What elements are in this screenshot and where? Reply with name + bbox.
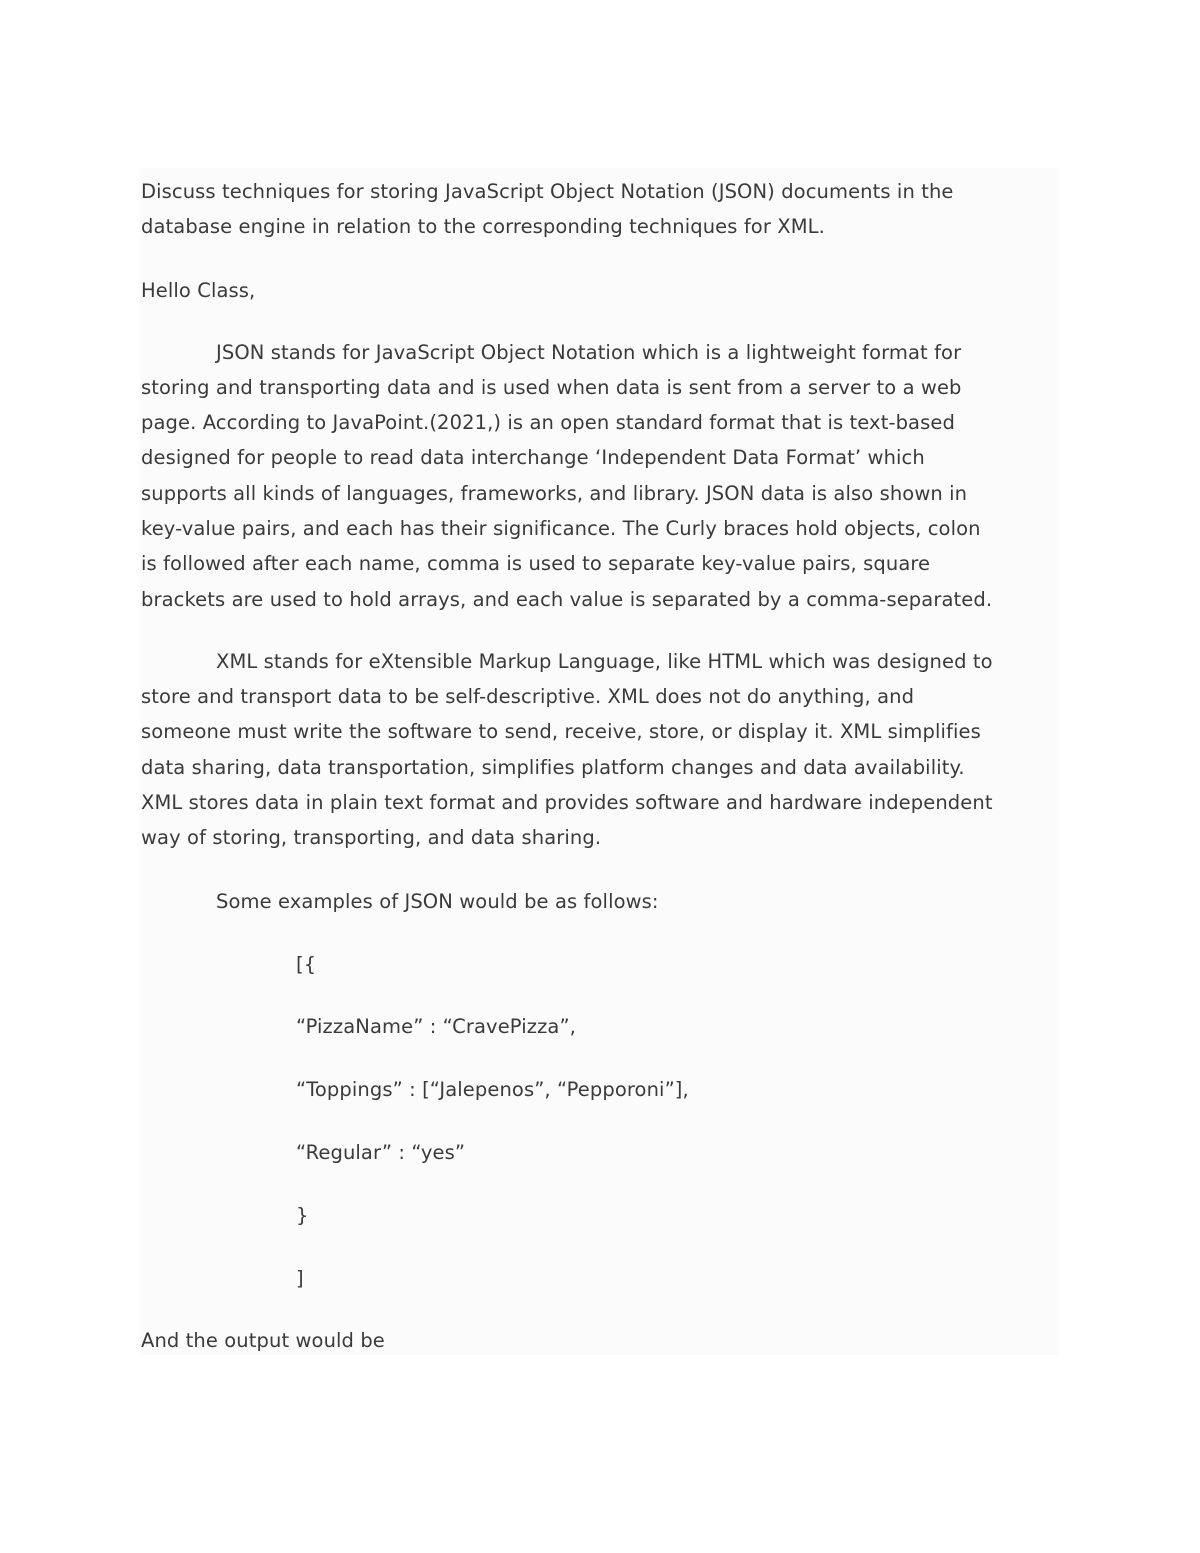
question-line: database engine in relation to the corresponding techniques for XML. <box>141 215 825 238</box>
json-paragraph-line: JSON stands for JavaScript Object Notation which is a lightweight format for <box>216 341 962 364</box>
xml-paragraph-line: XML stands for eXtensible Markup Language, like HTML which was designed to <box>216 650 993 673</box>
code-line: ] <box>296 1267 304 1290</box>
xml-paragraph-line: data sharing, data transportation, simplifies platform changes and data availability. <box>141 756 965 779</box>
json-paragraph-line: is followed after each name, comma is used to separate key-value pairs, square <box>141 552 931 575</box>
json-paragraph-line: designed for people to read data interchange ‘Independent Data Format’ which <box>141 446 925 469</box>
json-paragraph-line: key-value pairs, and each has their significance. The Curly braces hold objects, colon <box>141 517 981 540</box>
examples-intro: Some examples of JSON would be as follows: <box>216 890 659 913</box>
xml-paragraph-line: someone must write the software to send, receive, store, or display it. XML simplifies <box>141 720 981 743</box>
closing-line: And the output would be <box>141 1329 385 1352</box>
json-paragraph-line: storing and transporting data and is used when data is sent from a server to a web <box>141 376 962 399</box>
xml-paragraph-line: XML stores data in plain text format and provides software and hardware independent <box>141 791 993 814</box>
json-paragraph-line: supports all kinds of languages, frameworks, and library. JSON data is also shown in <box>141 482 968 505</box>
xml-paragraph-line: store and transport data to be self-descriptive. XML does not do anything, and <box>141 685 915 708</box>
greeting: Hello Class, <box>141 279 256 302</box>
question-line: Discuss techniques for storing JavaScript Object Notation (JSON) documents in the <box>141 180 954 203</box>
code-line: } <box>296 1204 309 1227</box>
json-paragraph-line: page. According to JavaPoint.(2021,) is an open standard format that is text-based <box>141 411 955 434</box>
xml-paragraph-line: way of storing, transporting, and data sharing. <box>141 826 602 849</box>
code-line: [{ <box>296 953 317 976</box>
json-paragraph-line: brackets are used to hold arrays, and each value is separated by a comma-separated. <box>141 588 993 611</box>
code-line: “Regular” : “yes” <box>296 1141 466 1164</box>
code-line: “Toppings” : [“Jalepenos”, “Pepporoni”], <box>296 1078 689 1101</box>
code-line: “PizzaName” : “CravePizza”, <box>296 1015 576 1038</box>
